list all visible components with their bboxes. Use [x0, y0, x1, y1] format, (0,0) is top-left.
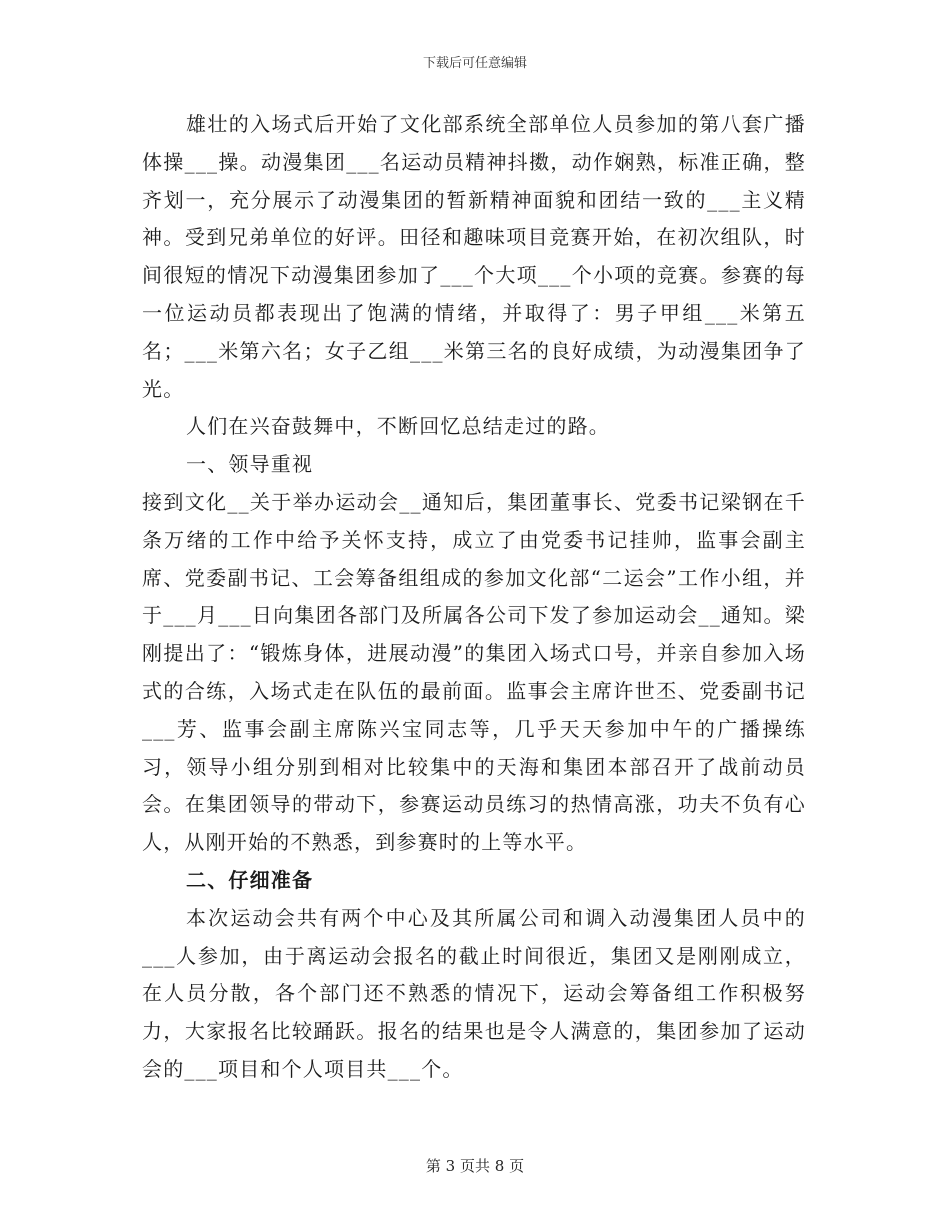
page-header-note: 下载后可任意编辑 — [422, 56, 527, 71]
document-body — [142, 106, 806, 1089]
paragraph-reflection: 人们在兴奋鼓舞中，不断回忆总结走过的路。 — [186, 414, 610, 439]
page-number: 第 3 页共 8 页 — [425, 1157, 525, 1175]
paragraph-preparation: 本次运动会共有两个中心及其所属公司和调入动漫集团人员中的___人参加，由于离运动会报名的截止时间很近，集团又是刚刚成立，在人员分散，各个部门还不熟悉的情况下，运动会筹备组工作积极努力，大家报名比较踊跃。报名的结果也是令人满意的，集团参加了运动会的___项目和个人项目共___个。 — [142, 905, 806, 1081]
section-heading-preparation: 二、仔细准备 — [186, 867, 314, 892]
paragraph-opening-ceremony: 雄壮的入场式后开始了文化部系统全部单位人员参加的第八套广播体操___操。动漫集团___名运动员精神抖擞，动作娴熟，标准正确，整齐划一，充分展示了动漫集团的暂新精神面貌和团结一致的___主义精神。受到兄弟单位的好评。田径和趣味项目竞赛开始，在初次组队，时间很短的情况下动漫集团参加了___个大项___个小项的竞赛。参赛的每一位运动员都表现出了饱满的情绪，并取得了：男子甲组___米第五名；___米第六名；女子乙组___米第三名的良好成绩，为动漫集团争了光。 — [142, 112, 806, 401]
paragraph-leadership: 接到文化__关于举办运动会__通知后，集团董事长、党委书记梁钢在千条万绪的工作中给予关怀支持，成立了由党委书记挂帅，监事会副主席、党委副书记、工会筹备组组成的参加文化部“二运会”工作小组，并于___月___日向集团各部门及所属各公司下发了参加运动会__通知。梁刚提出了：“锻炼身体，进展动漫”的集团入场式口号，并亲自参加入场式的合练，入场式走在队伍的最前面。监事会主席许世丕、党委副书记___芳、监事会副主席陈兴宝同志等，几乎天天参加中午的广播操练习，领导小组分别到相对比较集中的天海和集团本部召开了战前动员会。在集团领导的带动下，参赛运动员练习的热情高涨，功夫不负有心人，从刚开始的不熟悉，到参赛时的上等水平。 — [142, 489, 806, 855]
section-heading-leadership: 一、领导重视 — [186, 452, 314, 477]
